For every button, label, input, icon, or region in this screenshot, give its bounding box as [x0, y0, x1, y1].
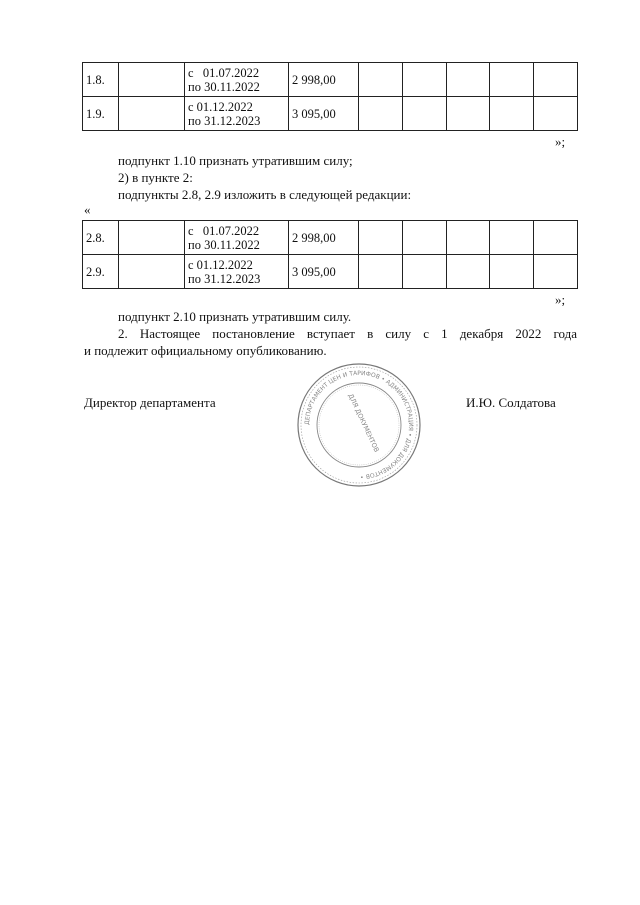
stamp-ring-text: ДЕПАРТАМЕНТ ЦЕН И ТАРИФОВ • АДМИНИСТРАЦИЯ • ДЛЯ ДОКУМЕНТОВ • [303, 369, 415, 481]
period-cell [185, 221, 289, 255]
price-cell: 3 095,00 [289, 255, 359, 289]
empty-cell [446, 63, 490, 97]
table-row [83, 63, 578, 97]
empty-cell [402, 255, 446, 289]
paragraph-2: 2) в пункте 2: [118, 170, 193, 185]
paragraph-3: подпункты 2.8, 2.9 изложить в следующей редакции: [118, 187, 412, 202]
tariff-table-1 [82, 62, 578, 131]
table-row [83, 221, 578, 255]
row-number: 2.8. [83, 221, 119, 255]
row-number: 1.9. [83, 97, 119, 131]
empty-cell [446, 221, 490, 255]
empty-cell [119, 63, 185, 97]
empty-cell [446, 255, 490, 289]
empty-cell [490, 97, 534, 131]
period-start: с 01.12.2022 [188, 99, 253, 114]
period-start: с 01.12.2022 [188, 257, 253, 272]
empty-cell [534, 255, 578, 289]
period-start: с 01.07.2022 [188, 223, 260, 238]
empty-cell [490, 63, 534, 97]
row-number: 1.8. [83, 63, 119, 97]
period-cell [185, 97, 289, 131]
row-number: 2.9. [83, 255, 119, 289]
paragraph-1: подпункт 1.10 признать утратившим силу; [118, 153, 353, 168]
closing-quote: »; [555, 292, 566, 307]
empty-cell [359, 255, 403, 289]
closing-quote: »; [555, 134, 566, 149]
period-end: по 30.11.2022 [188, 79, 260, 94]
price-cell: 2 998,00 [289, 221, 359, 255]
empty-cell [359, 97, 403, 131]
table-row [83, 255, 578, 289]
tariff-table-2 [82, 220, 578, 289]
empty-cell [359, 63, 403, 97]
empty-cell [534, 221, 578, 255]
signature-name: И.Ю. Солдатова [466, 395, 556, 410]
signature-title: Директор департамента [84, 395, 216, 410]
empty-cell [490, 221, 534, 255]
empty-cell [119, 97, 185, 131]
official-stamp [296, 362, 422, 488]
empty-cell [402, 63, 446, 97]
paragraph-5-line-2: и подлежит официальному опубликованию. [84, 343, 327, 358]
paragraph-4: подпункт 2.10 признать утратившим силу. [118, 309, 352, 324]
period-cell [185, 255, 289, 289]
opening-quote: « [84, 202, 91, 217]
empty-cell [534, 63, 578, 97]
empty-cell [402, 221, 446, 255]
period-start: с 01.07.2022 [188, 65, 260, 80]
empty-cell [534, 97, 578, 131]
empty-cell [402, 97, 446, 131]
period-cell [185, 63, 289, 97]
empty-cell [119, 221, 185, 255]
period-end: по 31.12.2023 [188, 271, 261, 286]
period-end: по 30.11.2022 [188, 237, 260, 252]
empty-cell [119, 255, 185, 289]
empty-cell [359, 221, 403, 255]
paragraph-5-line-1: 2. Настоящее постановление вступает в силу с 1 декабря 2022 года [118, 326, 577, 341]
empty-cell [446, 97, 490, 131]
price-cell: 3 095,00 [289, 97, 359, 131]
period-end: по 31.12.2023 [188, 113, 261, 128]
stamp-center-text: ДЛЯ ДОКУМЕНТОВ [346, 392, 381, 454]
table-row [83, 97, 578, 131]
empty-cell [490, 255, 534, 289]
price-cell: 2 998,00 [289, 63, 359, 97]
